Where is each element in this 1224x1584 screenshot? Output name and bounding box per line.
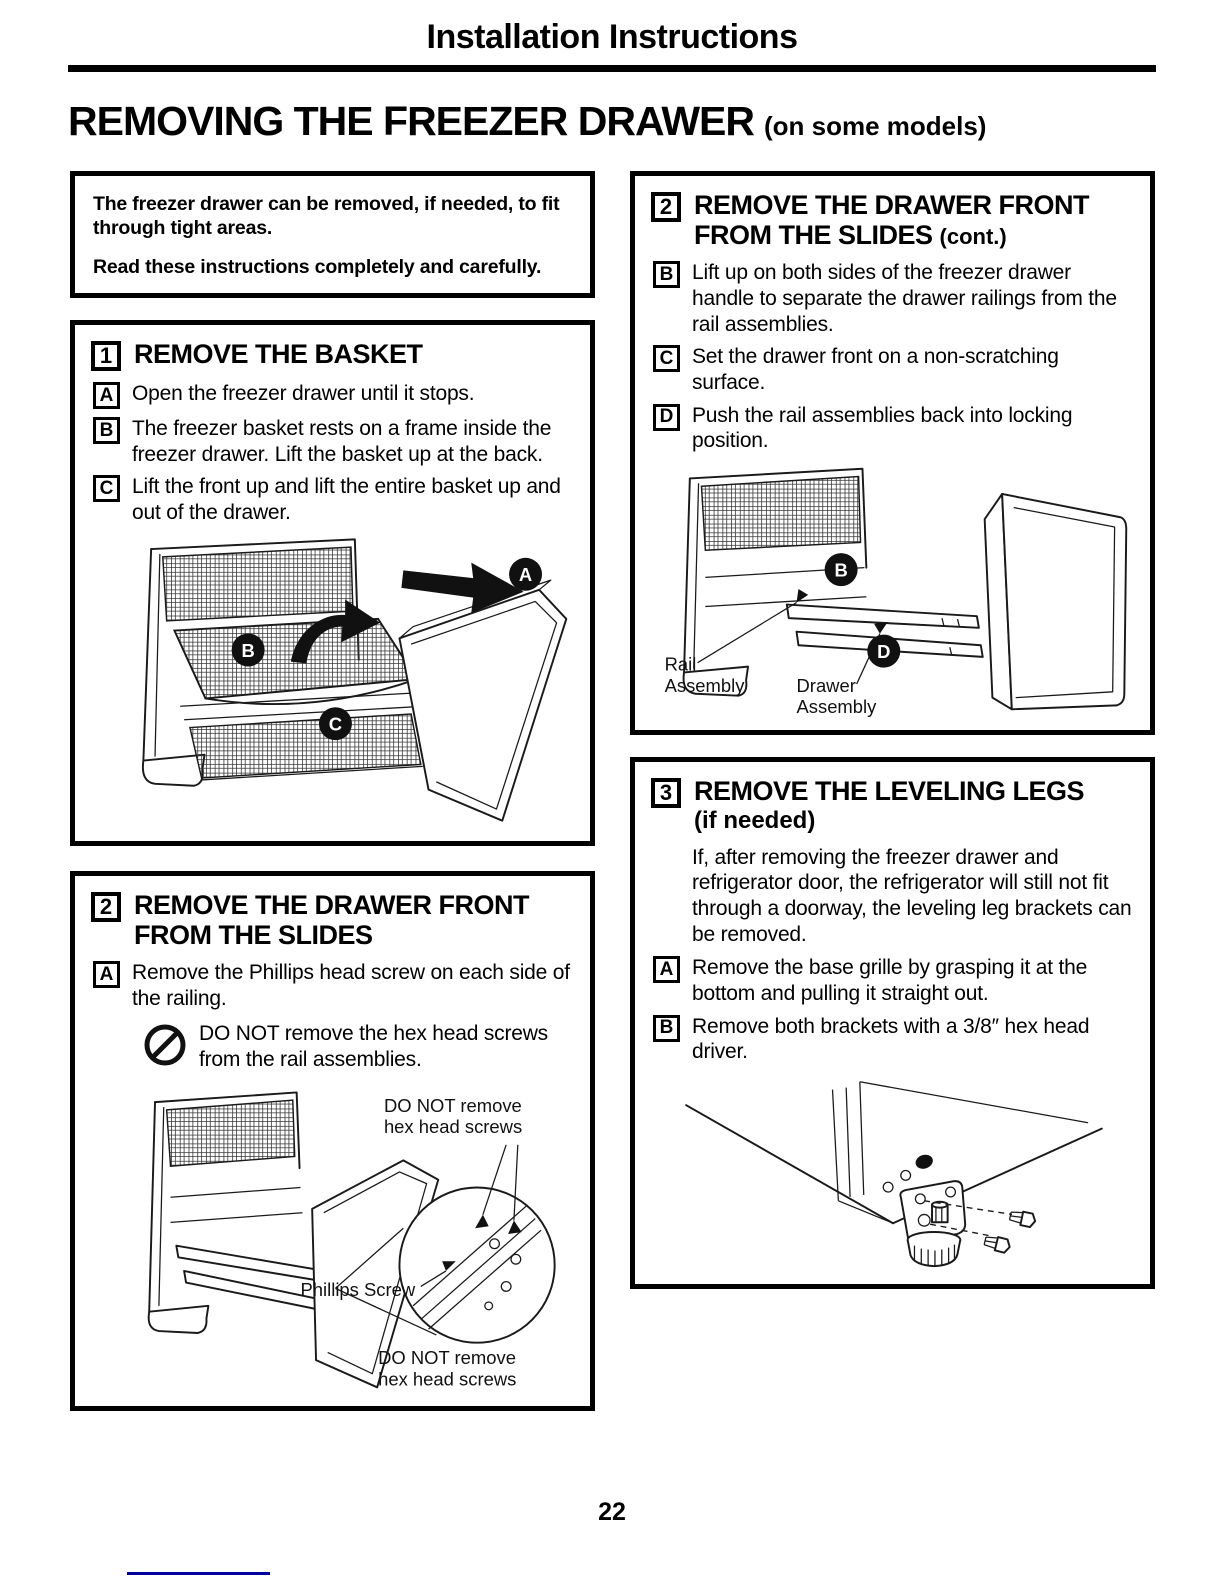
section1-number: 1 (91, 341, 121, 371)
left-column (70, 171, 595, 1411)
step-letter: C (653, 345, 680, 372)
intro-line-2: Read these instructions completely and carefully. (93, 255, 542, 278)
do-not-warning (143, 1021, 574, 1072)
section1-heading (91, 339, 574, 371)
hex-screw-1 (1008, 1209, 1036, 1228)
step-text: Lift the front up and lift the entire basket up and out of the drawer. (132, 475, 561, 524)
step-letter: A (93, 382, 120, 409)
intro-line-1: The freezer drawer can be removed, if needed, to fit through tight areas. (93, 193, 560, 240)
step-letter: A (93, 961, 120, 988)
header-rule (68, 65, 1156, 72)
content-columns (70, 171, 1156, 1411)
fig2-label-top-line2: hex head screws (383, 1116, 523, 1138)
section3-title: REMOVE THE LEVELING LEGS (694, 775, 1085, 806)
step-letter: B (653, 1015, 680, 1042)
callout-b (825, 553, 858, 586)
step-row (653, 1014, 1134, 1065)
page-header-title: Installation Instructions (426, 18, 798, 56)
fig3-label-rail-line1: Rail (664, 653, 697, 675)
step-letter: C (93, 475, 120, 502)
section2-title: REMOVE THE DRAWER FRONT FROM THE SLIDES (134, 889, 530, 950)
figure-phillips-screw (91, 1078, 576, 1394)
section2-number: 2 (91, 892, 121, 922)
svg-text:D: D (877, 640, 891, 662)
fig2-label-bottom-line1: DO NOT remove (378, 1347, 516, 1369)
fig3-label-drawer-line2: Assembly (796, 695, 877, 717)
page-title-suffix: (on some models) (763, 111, 987, 141)
prohibition-icon (143, 1023, 187, 1067)
intro-note-box (70, 171, 595, 298)
section2cont-title: REMOVE THE DRAWER FRONT FROM THE SLIDES (694, 190, 1090, 251)
step-letter: B (653, 261, 680, 288)
callout-a (509, 557, 542, 590)
arrow-drawer-assembly (874, 622, 888, 634)
step-letter: D (653, 404, 680, 431)
callout-c (319, 707, 352, 740)
step-text: Remove the base grille by grasping it at the bottom and pulling it straight out. (692, 956, 1088, 1005)
section3-number: 3 (651, 778, 681, 808)
page-title-text: REMOVING THE FREEZER DRAWER (68, 98, 754, 144)
section3-heading (651, 776, 1134, 835)
step-text: Lift up on both sides of the freezer drawer handle to separate the drawer railings from the rail assemblies. (692, 261, 1117, 336)
figure-leveling-leg (668, 1072, 1118, 1272)
svg-text:B: B (241, 639, 255, 661)
section2cont-number: 2 (651, 192, 681, 222)
right-column (630, 171, 1155, 1289)
section2-heading (91, 890, 574, 950)
step-text: Push the rail assemblies back into locking position. (692, 403, 1073, 453)
step-row (93, 416, 574, 467)
fig3-label-rail-line2: Assembly (664, 674, 745, 696)
step-text: Remove the Phillips head screw on each side of the railing. (132, 961, 570, 1010)
fig2-label-top-line1: DO NOT remove (383, 1095, 522, 1117)
step-text: Open the freezer drawer until it stops. (132, 382, 475, 406)
figure-rail-assembly (651, 461, 1136, 718)
step-letter: A (653, 956, 680, 983)
warning-text: DO NOT remove the hex head screws from the rail assemblies. (199, 1022, 548, 1071)
svg-text:C: C (328, 713, 343, 735)
section2cont-title-suffix: (cont.) (939, 224, 1007, 250)
step-row (93, 381, 574, 409)
step-row (653, 955, 1134, 1006)
section2cont-heading (651, 190, 1134, 250)
step-row (93, 960, 574, 1011)
fig2-label-bottom-line2: hex head screws (378, 1368, 517, 1390)
hex-screw-2 (983, 1234, 1011, 1253)
section-remove-drawer-front (70, 871, 595, 1412)
section3-title-suffix: (if needed) (694, 806, 816, 834)
step-letter: B (93, 417, 120, 444)
fig2-label-phillips: Phillips Screw (300, 1279, 416, 1301)
section-remove-leveling-legs (630, 757, 1155, 1289)
section-remove-drawer-front-cont (630, 171, 1155, 735)
page-title (68, 98, 1156, 145)
step-row (93, 474, 574, 525)
page-number: 22 (598, 1498, 626, 1526)
svg-text:B: B (834, 559, 848, 581)
step-row (653, 403, 1134, 454)
step-text: Remove both brackets with a 3/8″ hex head driver. (692, 1014, 1090, 1064)
callout-b (232, 633, 265, 666)
fig3-label-drawer-line1: Drawer (796, 674, 856, 696)
section1-title: REMOVE THE BASKET (134, 339, 423, 370)
svg-text:A: A (518, 563, 533, 585)
callout-d (867, 634, 900, 667)
step-text: Set the drawer front on a non-scratching surface. (692, 345, 1059, 394)
section-remove-basket (70, 320, 595, 845)
footer-link-underline (127, 1572, 270, 1575)
step-text: The freezer basket rests on a frame inside the freezer drawer. Lift the basket up at the back. (132, 417, 552, 466)
step-row (653, 344, 1134, 395)
figure-basket-removal (91, 533, 576, 829)
step-row (653, 260, 1134, 337)
section3-intro: If, after removing the freezer drawer and refrigerator door, the refrigerator will still not fit through a doorway, the leveling leg brackets can be removed. (692, 845, 1132, 946)
